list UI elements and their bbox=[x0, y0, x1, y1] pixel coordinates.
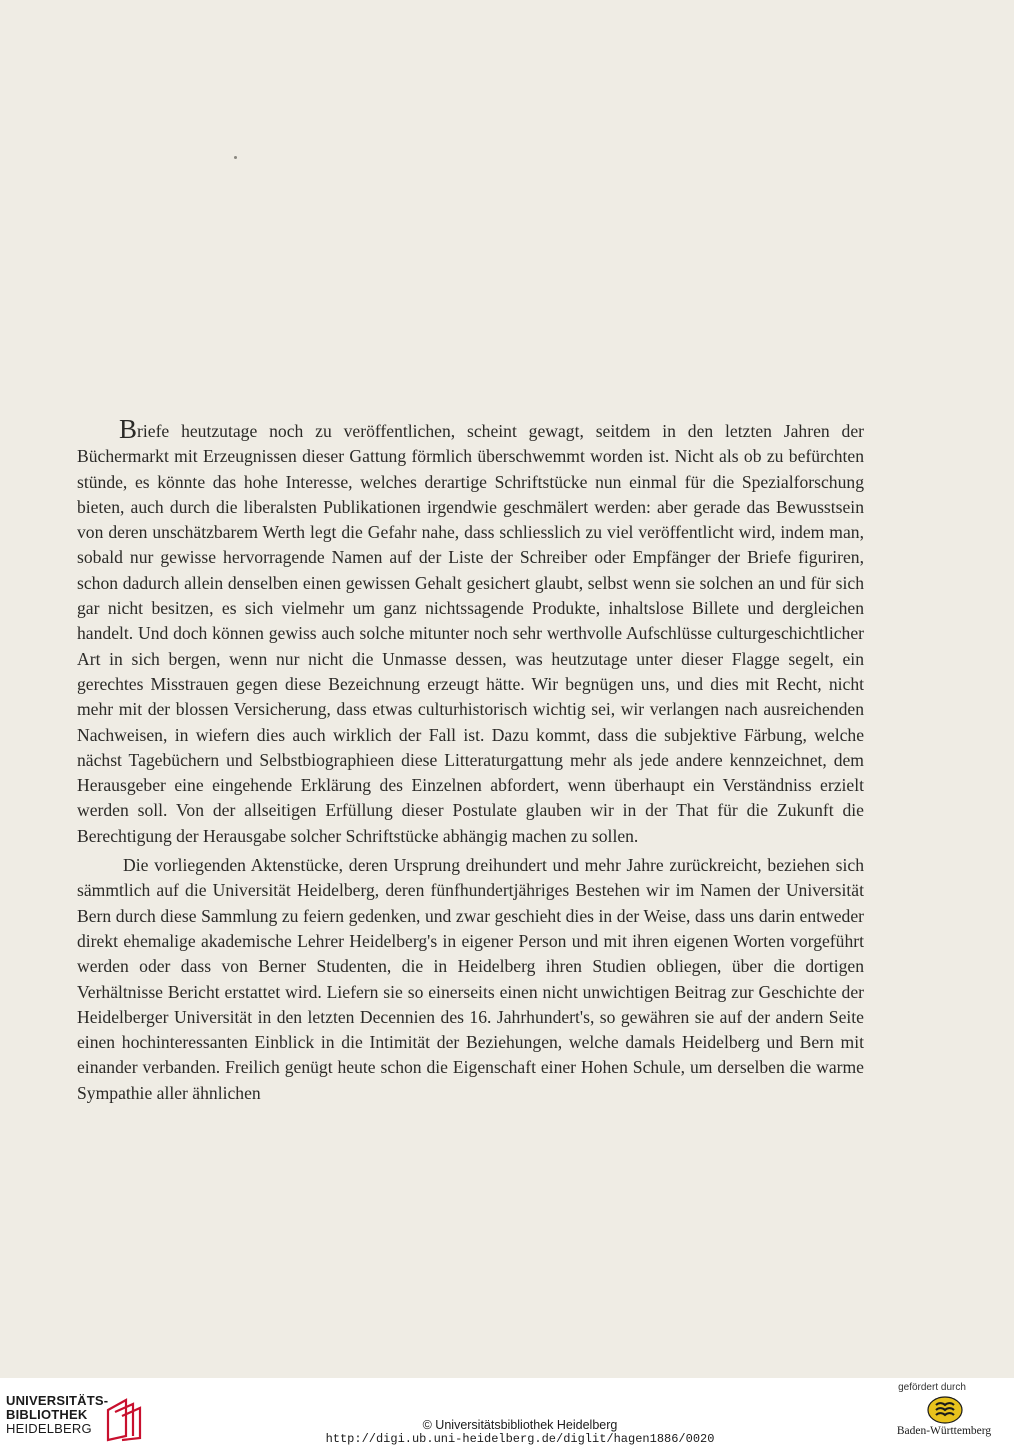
copyright-notice bbox=[300, 1418, 740, 1446]
library-line-2: BIBLIOTHEK bbox=[6, 1407, 88, 1422]
paragraph-1 bbox=[77, 414, 864, 849]
library-line-1: UNIVERSITÄTS- bbox=[6, 1393, 109, 1408]
library-name bbox=[6, 1394, 108, 1436]
funder-logo[interactable] bbox=[880, 1382, 1010, 1448]
library-logo[interactable] bbox=[6, 1394, 146, 1444]
paragraph-1-text: riefe heutzutage noch zu veröffentlichen, scheint gewagt, seitdem in den letzten Jahren der Büchermarkt mit Erzeugnissen dieser Gattung förmlich überschwemmt worden ist. Nicht als ob zu befürchten stünde, es könnte das hohe Interesse, welches derartige Schriftstücke nun einmal für die Spezialforschung bieten, auch durch die liberalsten Publikationen irgendwie geschmälert werden: aber gerade das Bewusstsein von deren unschätzbarem Werth legt die Gefahr nahe, dass schliesslich zu viel veröffentlicht wird, indem man, sobald nur gewisse hervorragende Namen auf der Liste der Schreiber oder Empfänger der Briefe figuriren, schon dadurch allein denselben einen gewissen Gehalt gesichert glaubt, selbst wenn sie solchen an und für sich gar nicht besitzen, es sich vielmehr um ganz nichtssagende Produkte, inhaltslose Billete und dergleichen handelt. Und doch können gewiss auch solche mitunter noch sehr werthvolle Aufschlüsse culturgeschichtlicher Art in sich bergen, wenn nur nicht die Unmasse dessen, was heutzutage unter dieser Flagge segelt, ein gerechtes Misstrauen gegen diese Bezeichnung erzeugt hätte. Wir begnügen uns, und dies mit Recht, nicht mehr mit der blossen Versicherung, dass etwas culturhistorisch wichtig sei, wir verlangen nach ausreichenden Nachweisen, in wiefern dies auch wirklich der Fall ist. Dazu kommt, dass die subjektive Färbung, welche nächst Tagebüchern und Selbstbiographieen diese Litteraturgattung mehr als jede andere kennzeichnet, dem Herausgeber eine eingehende Erklärung des Einzelnen abfordert, wenn überhaupt ein Verständniss erzielt werden soll. Von der allseitigen Erfüllung dieser Postulate glauben wir in der That für die Zukunft die Berechtigung der Herausgabe solcher Schriftstücke abhängig machen zu sollen. bbox=[77, 421, 864, 846]
footer-bar bbox=[0, 1378, 1014, 1450]
paper-speck bbox=[234, 156, 237, 159]
funded-by-label: gefördert durch bbox=[898, 1382, 966, 1393]
permalink[interactable]: http://digi.ub.uni-heidelberg.de/diglit/hagen1886/0020 bbox=[325, 1432, 715, 1446]
funder-name: Baden-Württemberg bbox=[896, 1425, 992, 1437]
library-line-3: HEIDELBERG bbox=[6, 1421, 92, 1436]
baden-wuerttemberg-crest-icon bbox=[927, 1396, 963, 1424]
body-text bbox=[77, 414, 864, 1106]
initial-letter: B bbox=[119, 414, 138, 444]
library-mark-icon bbox=[102, 1396, 142, 1442]
paragraph-2: Die vorliegenden Aktenstücke, deren Ursprung dreihundert und mehr Jahre zurückreicht, beziehen sich sämmtlich auf die Universität Heidelberg, deren fünfhundertjähriges Bestehen wir im Namen der Universität Bern durch diese Sammlung zu feiern gedenken, und zwar geschieht dies in der Weise, dass uns darin entweder direkt ehemalige akademische Lehrer Heidelberg's in eigener Person und mit ihren eigenen Worten vorgeführt werden oder dass von Berner Studenten, die in Heidelberg ihren Studien obliegen, über die dortigen Verhältnisse Bericht erstattet wird. Liefern sie so einerseits einen nicht unwichtigen Beitrag zur Geschichte der Heidelberger Universität in den letzten Decennien des 16. Jahrhundert's, so gewähren sie auf der andern Seite einen hochinteressanten Einblick in die Intimität der Beziehungen, welche damals Heidelberg und Bern mit einander verbanden. Freilich genügt heute schon die Eigenschaft einer Hohen Schule, um derselben die warme Sympathie aller ähnlichen bbox=[77, 855, 864, 1103]
copyright-text: © Universitätsbibliothek Heidelberg bbox=[422, 1418, 618, 1432]
